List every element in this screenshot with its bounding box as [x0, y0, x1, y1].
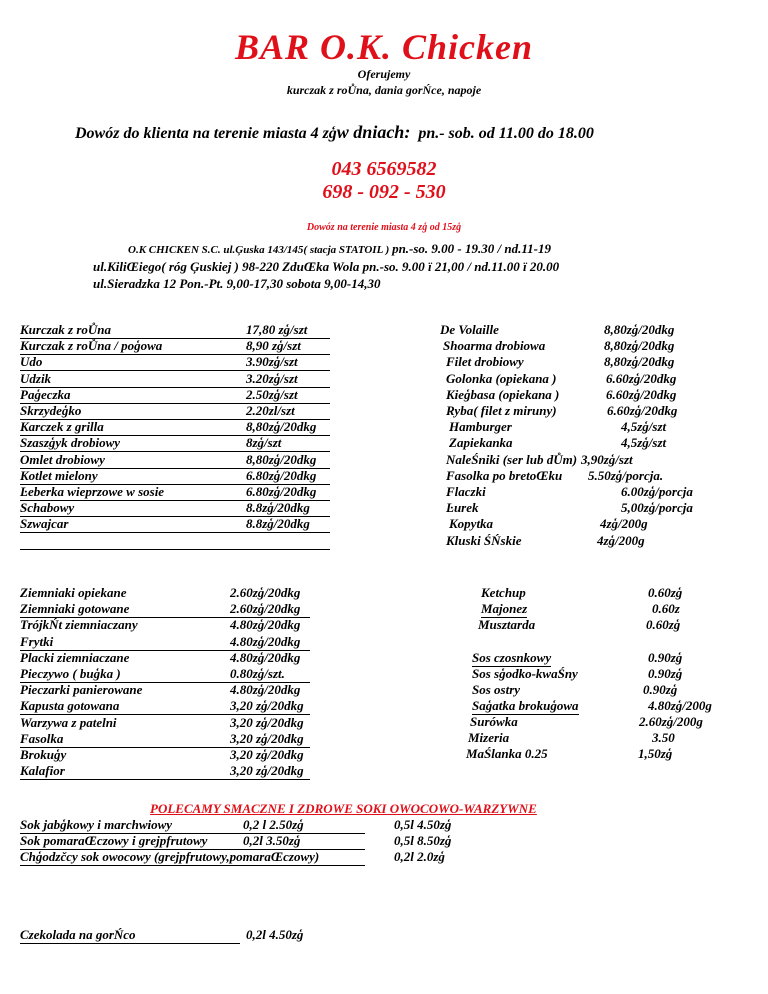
menu-item-price: 8,90 zģ/szt [246, 338, 301, 354]
menu-item-name: Omlet drobiowy [20, 452, 330, 469]
menu-item-price: 2.20zl/szt [246, 403, 295, 418]
side-item-price: 3,20 zģ/20dkg [230, 698, 304, 714]
menu-item-name: Szwajcar [20, 516, 330, 533]
menu-item-name: Ŀurek [446, 500, 479, 516]
juice-price-large: 0,5l 8.50zģ [394, 833, 452, 848]
sauce-item-name: Surówka [470, 714, 518, 729]
side-item-name: Fasolka [20, 731, 310, 748]
sauce-item-price: 3.50 [652, 730, 675, 745]
menu-item-price: 8,80zģ/20dkg [604, 354, 675, 370]
menu-item-price: 4,5zģ/szt [621, 435, 667, 451]
side-item-name: Ziemniaki gotowane [20, 601, 310, 618]
phone-number-2: 698 - 092 - 530 [322, 181, 446, 203]
menu-item-price: 2.50zģ/szt [246, 386, 298, 402]
side-item-name: Pieczywo ( buģka ) [20, 666, 310, 683]
sauce-item-price: 0.90zģ [648, 666, 683, 681]
menu-item-price: 3.90zģ/szt [246, 354, 298, 370]
side-item-name: Placki ziemniaczane [20, 649, 130, 665]
menu-item-name: Schabowy [20, 500, 330, 517]
delivery-part-2: w dniach: [336, 122, 411, 142]
sauce-item-price: 0.60z [652, 601, 680, 616]
sauce-item-name: MaŚlanka 0.25 [466, 746, 548, 761]
address-line-3: ul.Sieradzka 12 Pon.-Pt. 9,00-17,30 sobota 9,00-14,30 [93, 276, 381, 291]
menu-item-name: Kopytka [449, 516, 494, 532]
side-item-name: Pieczarki panierowane [20, 682, 143, 698]
side-item-price: 2.60zģ/20dkg [230, 585, 301, 600]
sauce-item-name: Ketchup [481, 585, 526, 600]
menu-item-price: 6.60zģ/20dkg [606, 370, 677, 386]
menu-item-price: 8.8zģ/20dkg [246, 516, 310, 532]
side-item-name: Frytki [20, 634, 310, 651]
side-item-name: Ziemniaki opiekane [20, 585, 127, 600]
menu-item-price: 8,80zģ/20dkg [604, 338, 675, 354]
juices-title: POLECAMY SMACZNE I ZDROWE SOKI OWOCOWO-WARZYWNE [150, 801, 537, 816]
side-item-price: 3,20 zģ/20dkg [230, 730, 304, 746]
menu-item-name: Filet drobiowy [446, 354, 524, 370]
sauce-item-price: 0.90zģ [648, 650, 683, 665]
juice-name: Sok pomaraŒczowy i grejpfrutowy [20, 833, 365, 850]
side-item-name: TrójkŃt ziemniaczany [20, 617, 138, 633]
sauce-item-name: Sos sģodko-kwaŚny [472, 666, 578, 681]
address-1-hours: pn.-so. 9.00 - 19.30 / nd.11-19 [392, 241, 551, 256]
menu-item-price: 4zģ/200g [600, 516, 648, 532]
menu-item-price: 6.80zģ/20dkg [246, 467, 317, 483]
side-item-name: Warzywa z patelni [20, 714, 117, 730]
menu-item-name: Udo [20, 354, 330, 371]
address-line-2: ul.KiliŒiego( róg Ģuskiej ) 98-220 ZduŒka Wola pn.-so. 9.00 ï 21,00 / nd.11.00 ï 20.00 [93, 259, 560, 274]
menu-item-name: Ryba( filet z miruny) [446, 403, 557, 418]
side-item-price: 2.60zģ/20dkg [230, 601, 301, 617]
menu-item-name: Szaszģyk drobiowy [20, 435, 330, 452]
menu-item-name: Zapiekanka [449, 435, 513, 451]
menu-item-name: Ŀeberka wieprzowe w sosie [20, 484, 330, 501]
menu-item-name: Kluski ŚŃskie [446, 532, 522, 548]
side-item-price: 3,20 zģ/20dkg [230, 747, 304, 762]
chocolate-name: Czekolada na gorŃco [20, 927, 240, 944]
juice-price-small: 0,2l 3.50zģ [243, 833, 301, 848]
delivery-info [75, 122, 594, 143]
offer-description: kurczak z roŮna, dania gorŃce, napoje [286, 83, 482, 97]
menu-item-name: De Volaille [440, 322, 499, 337]
page-title: BAR O.K. Chicken [234, 27, 534, 67]
menu-item-name: Fasolka po bretoŒku [446, 467, 563, 483]
menu-item-price: 5.50zģ/porcja. [588, 467, 664, 483]
menu-item-price: 8zģ/szt [246, 435, 282, 451]
side-item-price: 3,20 zģ/20dkg [230, 763, 304, 779]
juice-price-large: 0,5l 4.50zģ [394, 817, 452, 832]
delivery-note: Dowóz na terenie miasta 4 zģ od 15zģ [306, 222, 462, 233]
juice-price-small: 0,2 l 2.50zģ [243, 817, 304, 832]
menu-item-price: 5,00zģ/porcja [621, 500, 693, 516]
sauce-item-price: 0.60zģ [646, 617, 681, 632]
side-item-price: 0.80zģ/szt. [230, 666, 285, 681]
sauce-item-name: Sos czosnkowy [472, 650, 552, 665]
side-item-price: 4.80zģ/20dkg [230, 682, 301, 698]
menu-item-name: Shoarma drobiowa [443, 338, 546, 354]
side-item-price: 4.80zģ/20dkg [230, 649, 301, 665]
sauce-item-name: Mizeria [468, 730, 510, 745]
offer-heading: Oferujemy [357, 67, 411, 81]
menu-item-price: 17,80 zģ/szt [246, 322, 308, 337]
menu-item-name: Skrzydeģko [20, 403, 330, 420]
menu-item-price: 6.60zģ/20dkg [607, 403, 678, 418]
menu-item-price: 6.80zģ/20dkg [246, 484, 317, 499]
sauce-item-price: 4.80zģ/200g [648, 698, 712, 713]
menu-item-price: 8,80zģ/20dkg [246, 419, 317, 435]
menu-item-name: Kurczak z roŮna [20, 322, 330, 339]
menu-item-name: Paģeczka [20, 387, 330, 404]
chocolate-price: 0,2l 4.50zģ [246, 927, 304, 942]
menu-item-price: 8,80zģ/20dkg [246, 451, 317, 467]
menu-item-name: Karczek z grilla [20, 419, 330, 436]
delivery-part-1: Dowóz do klienta na terenie miasta 4 zģ [75, 125, 337, 142]
menu-item-price: 3,90zģ/szt [581, 451, 633, 467]
menu-item-name: Kieģbasa (opiekana ) [446, 386, 560, 402]
side-item-name: Kalafior [20, 763, 310, 780]
side-item-name: Brokuģy [20, 747, 67, 762]
juice-name: Sok jabģkowy i marchwiowy [20, 817, 365, 834]
menu-item-name: Kotlet mielony [20, 468, 330, 485]
menu-item-name: Hamburger [449, 419, 512, 435]
menu-item-name: Golonka (opiekana ) [446, 370, 557, 386]
side-item-name: Kapusta gotowana [20, 698, 310, 715]
sauce-item-price: 0.90zģ [643, 682, 678, 697]
juice-name: Chģodzčcy sok owocowy (grejpfrutowy,pomaraŒczowy) [20, 849, 365, 866]
sauce-item-name: Sos ostry [472, 682, 521, 697]
sauce-item-name: Musztarda [478, 617, 536, 632]
menu-item-price: 8.8zģ/20dkg [246, 500, 310, 516]
sauce-item-name: Majonez [481, 601, 528, 616]
menu-item-price: 6.00zģ/porcja [621, 484, 693, 499]
side-item-price: 3,20 zģ/20dkg [230, 714, 304, 730]
sauce-item-price: 1,50zģ [638, 746, 673, 761]
side-item-price: 4.80zģ/20dkg [230, 617, 301, 633]
divider [20, 549, 330, 550]
menu-item-name: Udzik [20, 371, 330, 388]
menu-item-name: Kurczak z roŮna / poģowa [20, 338, 330, 355]
menu-item-price: 3.20zģ/szt [246, 370, 298, 386]
sauce-item-price: 2.60zģ/200g [639, 714, 703, 729]
address-line-1 [128, 241, 551, 257]
delivery-hours: pn.- sob. od 11.00 do 18.00 [418, 125, 594, 142]
sauce-item-price: 0.60zģ [648, 585, 683, 600]
menu-item-price: 6.60zģ/20dkg [606, 386, 677, 402]
juice-price-large: 0,2l 2.0zģ [394, 849, 445, 864]
side-item-price: 4.80zģ/20dkg [230, 633, 301, 649]
address-1-main: O.K CHICKEN S.C. ul.Ģuska 143/145( stacja STATOIL ) [128, 244, 390, 256]
menu-item-name: NaleŚniki (ser lub dŮm) [446, 451, 578, 467]
menu-item-price: 4,5zģ/szt [621, 419, 667, 435]
menu-item-price: 8,80zģ/20dkg [604, 322, 675, 337]
phone-number-1: 043 6569582 [331, 158, 437, 180]
sauce-item-name: Saģatka brokuģowa [472, 698, 579, 713]
menu-item-name: Flaczki [446, 484, 486, 499]
menu-item-price: 4zģ/200g [597, 532, 645, 548]
